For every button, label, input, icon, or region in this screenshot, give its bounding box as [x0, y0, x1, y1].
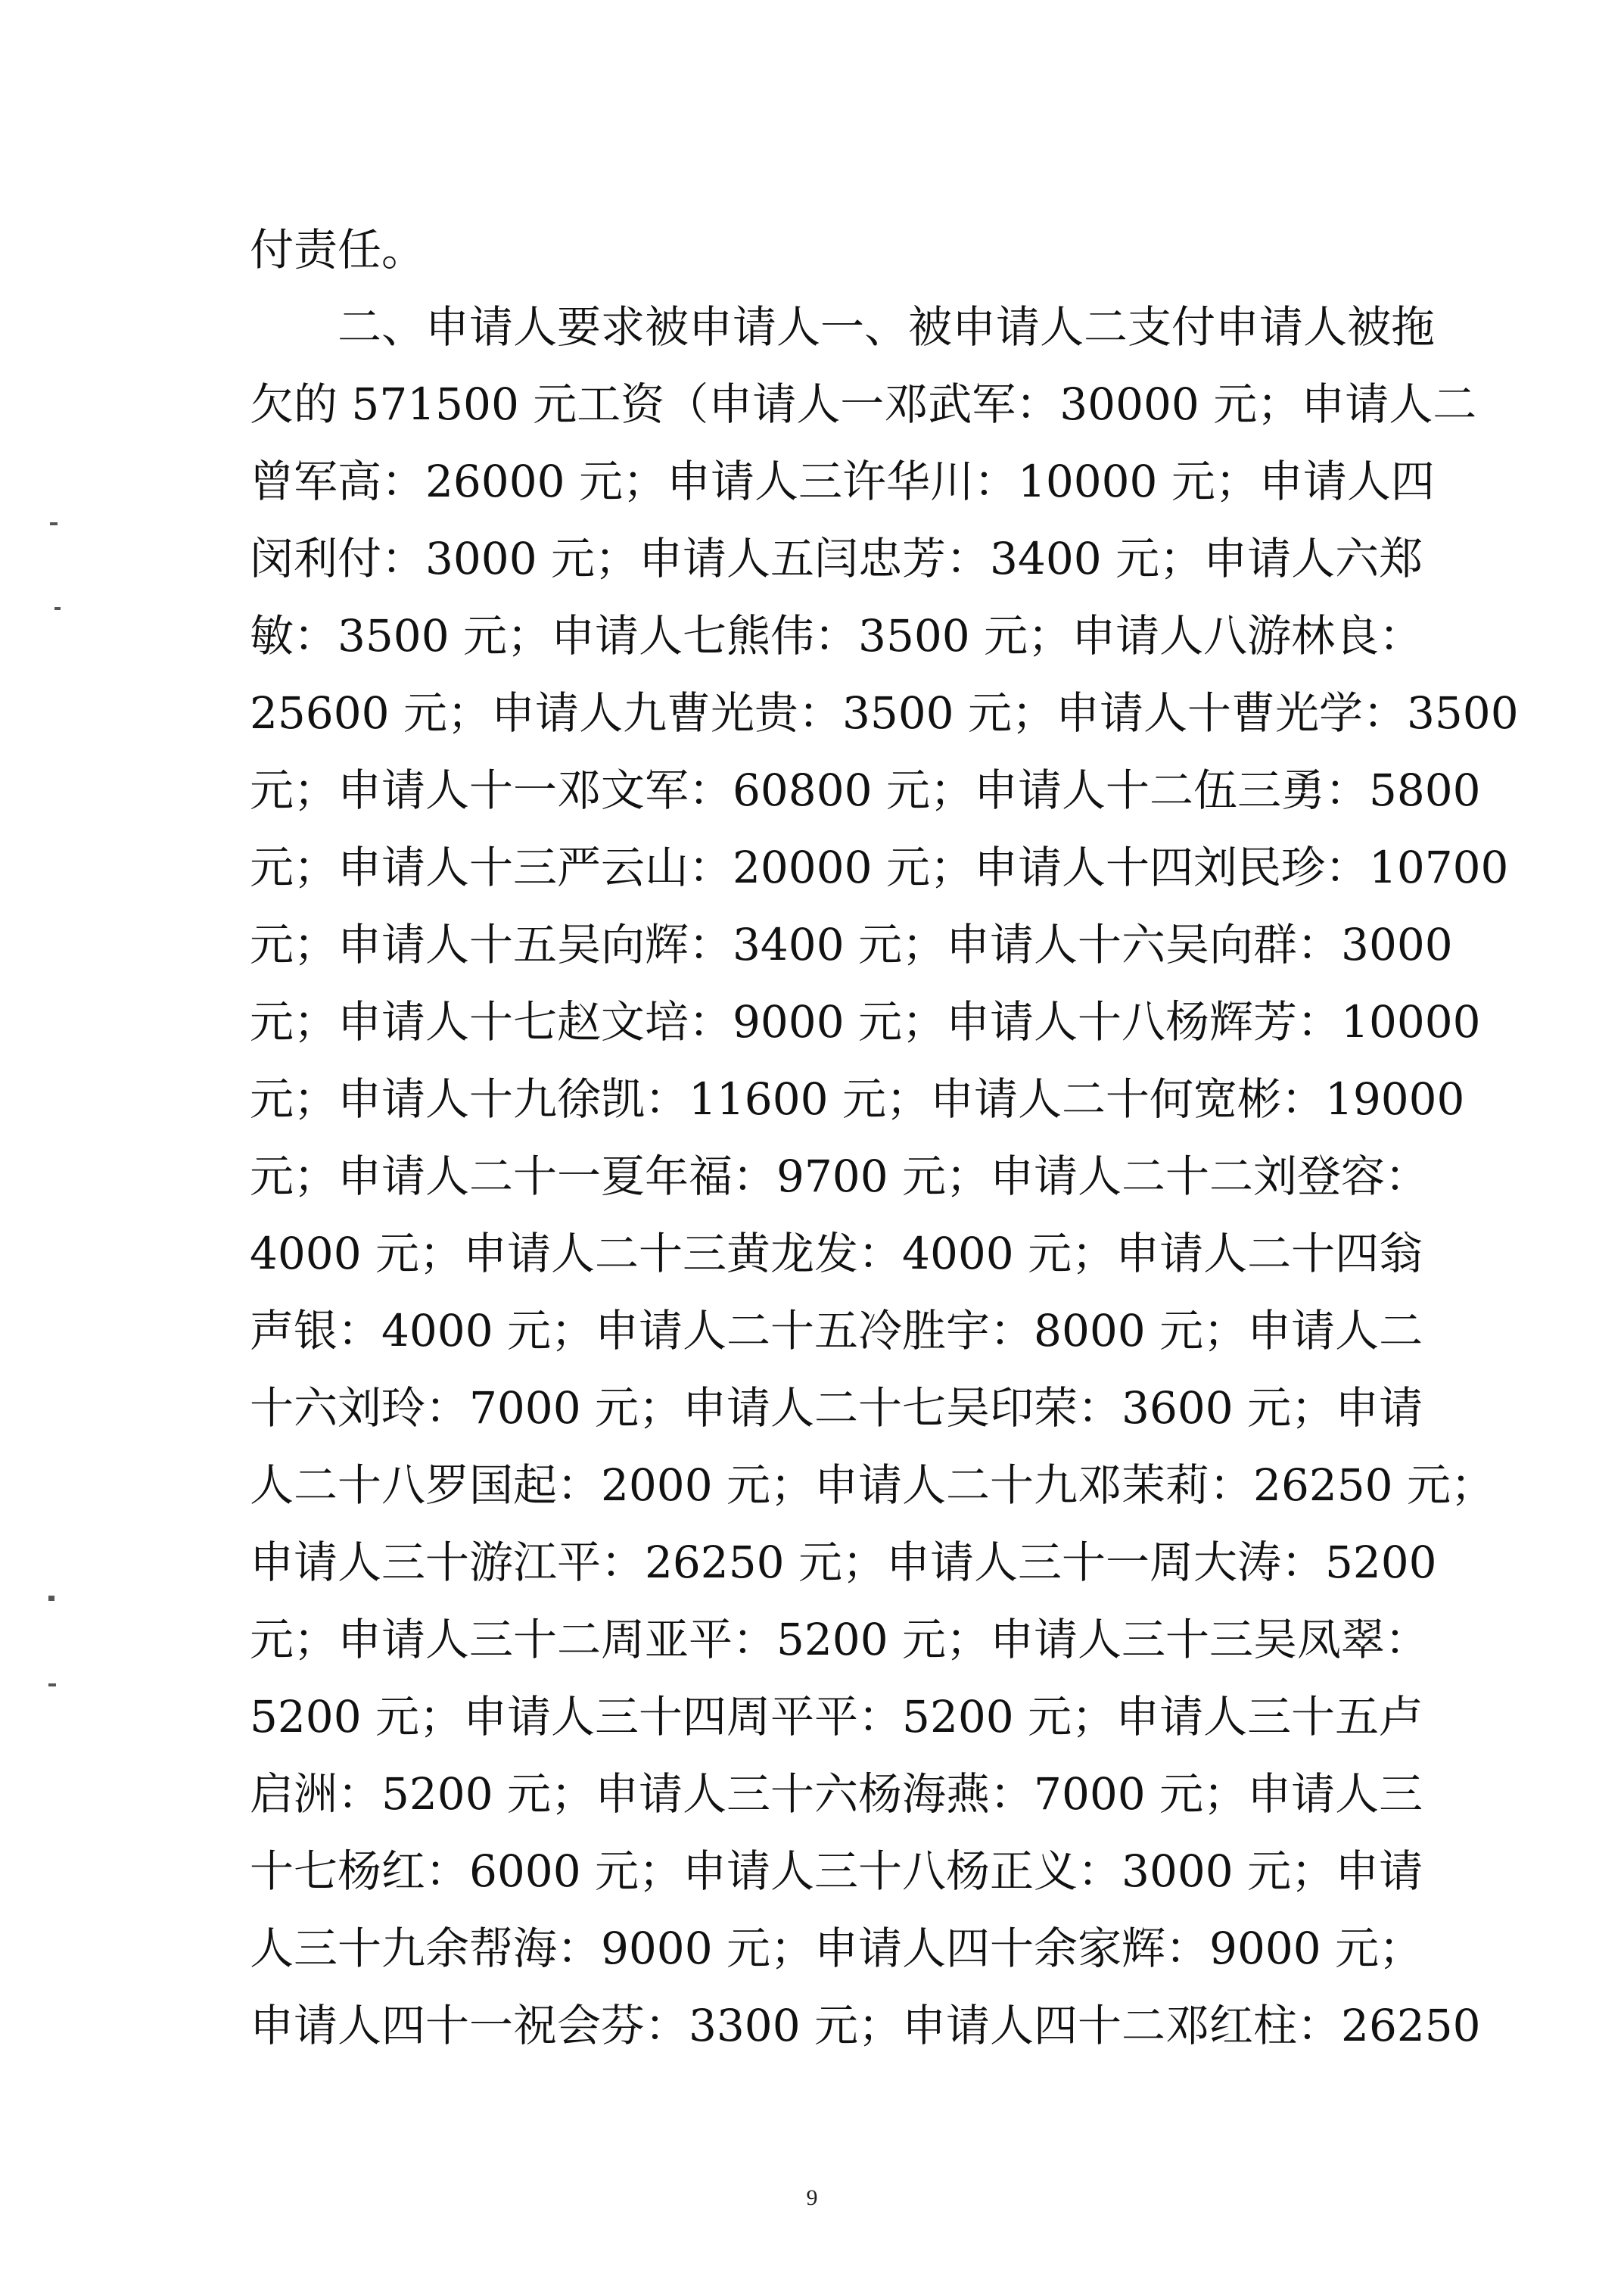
paragraph-line: 十六刘玲：7000 元；申请人二十七吴印荣：3600 元；申请 [250, 1382, 1423, 1434]
paragraph-line: 申请人四十一祝会芬：3300 元；申请人四十二邓红柱：26250 [250, 2000, 1481, 2051]
scan-speck [50, 522, 58, 525]
paragraph-line: 二、申请人要求被申请人一、被申请人二支付申请人被拖 [338, 301, 1436, 353]
scan-speck [48, 1596, 54, 1601]
paragraph-line: 付责任。 [250, 224, 426, 276]
paragraph-line: 欠的 571500 元工资（申请人一邓武军：30000 元；申请人二 [250, 378, 1477, 430]
paragraph-line: 5200 元；申请人三十四周平平：5200 元；申请人三十五卢 [250, 1691, 1423, 1742]
paragraph-line: 十七杨红：6000 元；申请人三十八杨正义：3000 元；申请 [250, 1845, 1423, 1897]
paragraph-line: 声银：4000 元；申请人二十五冷胜宇：8000 元；申请人二 [250, 1305, 1423, 1356]
scan-speck [54, 607, 61, 610]
paragraph-line: 元；申请人二十一夏年福：9700 元；申请人二十二刘登容： [250, 1151, 1430, 1202]
paragraph-line: 闵利付：3000 元；申请人五闫忠芳：3400 元；申请人六郑 [250, 533, 1423, 584]
paragraph-line: 启洲：5200 元；申请人三十六杨海燕：7000 元；申请人三 [250, 1768, 1423, 1820]
paragraph-line: 申请人三十游江平：26250 元；申请人三十一周大涛：5200 [250, 1537, 1437, 1588]
paragraph-line: 人二十八罗国起：2000 元；申请人二十九邓茉莉：26250 元； [250, 1459, 1495, 1511]
paragraph-line: 曾军高：26000 元；申请人三许华川：10000 元；申请人四 [250, 456, 1435, 507]
paragraph-line: 元；申请人十一邓文军：60800 元；申请人十二伍三勇：5800 [250, 765, 1481, 816]
scan-speck [48, 1683, 56, 1686]
paragraph-line: 25600 元；申请人九曹光贵：3500 元；申请人十曹光学：3500 [250, 687, 1519, 739]
paragraph-line: 4000 元；申请人二十三黄龙发：4000 元；申请人二十四翁 [250, 1228, 1423, 1279]
paragraph-line: 元；申请人十九徐凯：11600 元；申请人二十何宽彬：19000 [250, 1073, 1465, 1125]
page-number: 9 [806, 2185, 818, 2210]
paragraph-line: 元；申请人十五吴向辉：3400 元；申请人十六吴向群：3000 [250, 919, 1453, 970]
paragraph-line: 人三十九余帮海：9000 元；申请人四十余家辉：9000 元； [250, 1923, 1423, 1974]
paragraph-line: 元；申请人十七赵文培：9000 元；申请人十八杨辉芳：10000 [250, 996, 1481, 1048]
paragraph-line: 元；申请人三十二周亚平：5200 元；申请人三十三吴凤翠： [250, 1614, 1430, 1665]
paragraph-line: 元；申请人十三严云山：20000 元；申请人十四刘民珍：10700 [250, 842, 1509, 893]
paragraph-line: 敏：3500 元；申请人七熊伟：3500 元；申请人八游林良： [250, 610, 1423, 662]
